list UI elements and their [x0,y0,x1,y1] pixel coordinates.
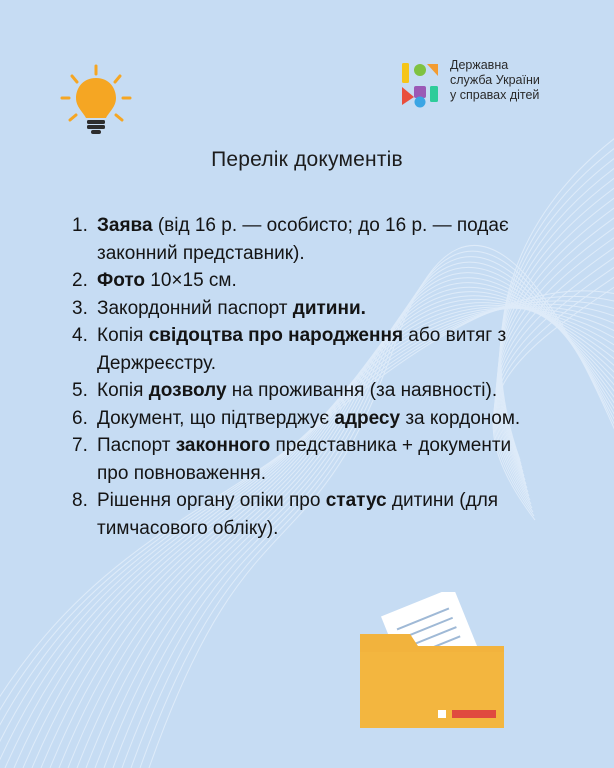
document-item-3 [72,295,542,323]
document-item-4 [72,322,542,377]
document-item-emphasis: статус [325,490,387,511]
document-item-number: 4. [72,325,88,346]
document-item-fragment: Паспорт [97,435,176,456]
org-name-line1: Державна [450,58,509,72]
document-item-text [97,377,542,405]
document-item-emphasis: Фото [97,270,146,291]
org-name [450,58,590,103]
document-item-fragment: Копія [97,325,149,346]
document-item-emphasis: дитини. [292,297,366,319]
document-item-fragment: або витяг з Держреєстру. [97,325,507,374]
document-item-fragment: Копія [97,380,149,401]
document-item-6 [72,405,542,433]
document-item-text [97,295,542,323]
document-item-number: 7. [72,435,88,456]
document-item-emphasis: дозволу [148,380,227,401]
document-item-5 [72,377,542,405]
lightbulb-icon [56,62,136,142]
document-item-number: 2. [72,270,88,291]
document-item-2 [72,267,542,295]
document-item-text [97,322,542,377]
document-item-number: 3. [72,297,88,319]
document-item-fragment: 10×15 см. [145,270,237,291]
document-item-text [97,432,542,487]
page-title: Перелік документів [211,148,403,171]
document-item-number: 5. [72,380,88,401]
document-item-text [97,267,542,295]
document-item-number: 1. [72,215,88,236]
document-item-fragment: Документ, що підтверджує [97,407,335,429]
document-item-emphasis: Заява [97,215,153,236]
document-item-fragment: (від 16 р. — особисто; до 16 р. — подає законний представник). [97,215,509,264]
document-item-number: 8. [72,490,88,511]
document-item-fragment: Закордонний паспорт [97,297,293,319]
document-item-number: 6. [72,407,88,429]
org-logo-mark [400,60,440,108]
document-item-fragment: представника + документи про повноваження. [97,435,512,484]
document-item-fragment: дитини (для тимчасового обліку). [97,490,499,539]
documents-list [72,212,542,542]
document-item-fragment: Рішення органу опіки про [97,490,326,511]
org-logo [400,58,590,110]
document-item-fragment: на проживання (за наявності). [226,380,498,401]
document-item-text [97,405,542,433]
document-item-emphasis: адресу [334,407,401,429]
folder-icon [352,592,512,732]
document-item-7 [72,432,542,487]
document-item-fragment: за кордоном. [400,407,521,429]
document-item-emphasis: свідоцтва про народження [148,325,404,346]
org-name-line3: у справах дітей [450,88,540,102]
document-item-8 [72,487,542,542]
document-item-emphasis: законного [175,435,271,456]
document-item-text [97,212,542,267]
document-item-text [97,487,542,542]
document-item-1 [72,212,542,267]
org-name-line2: служба України [450,73,540,87]
